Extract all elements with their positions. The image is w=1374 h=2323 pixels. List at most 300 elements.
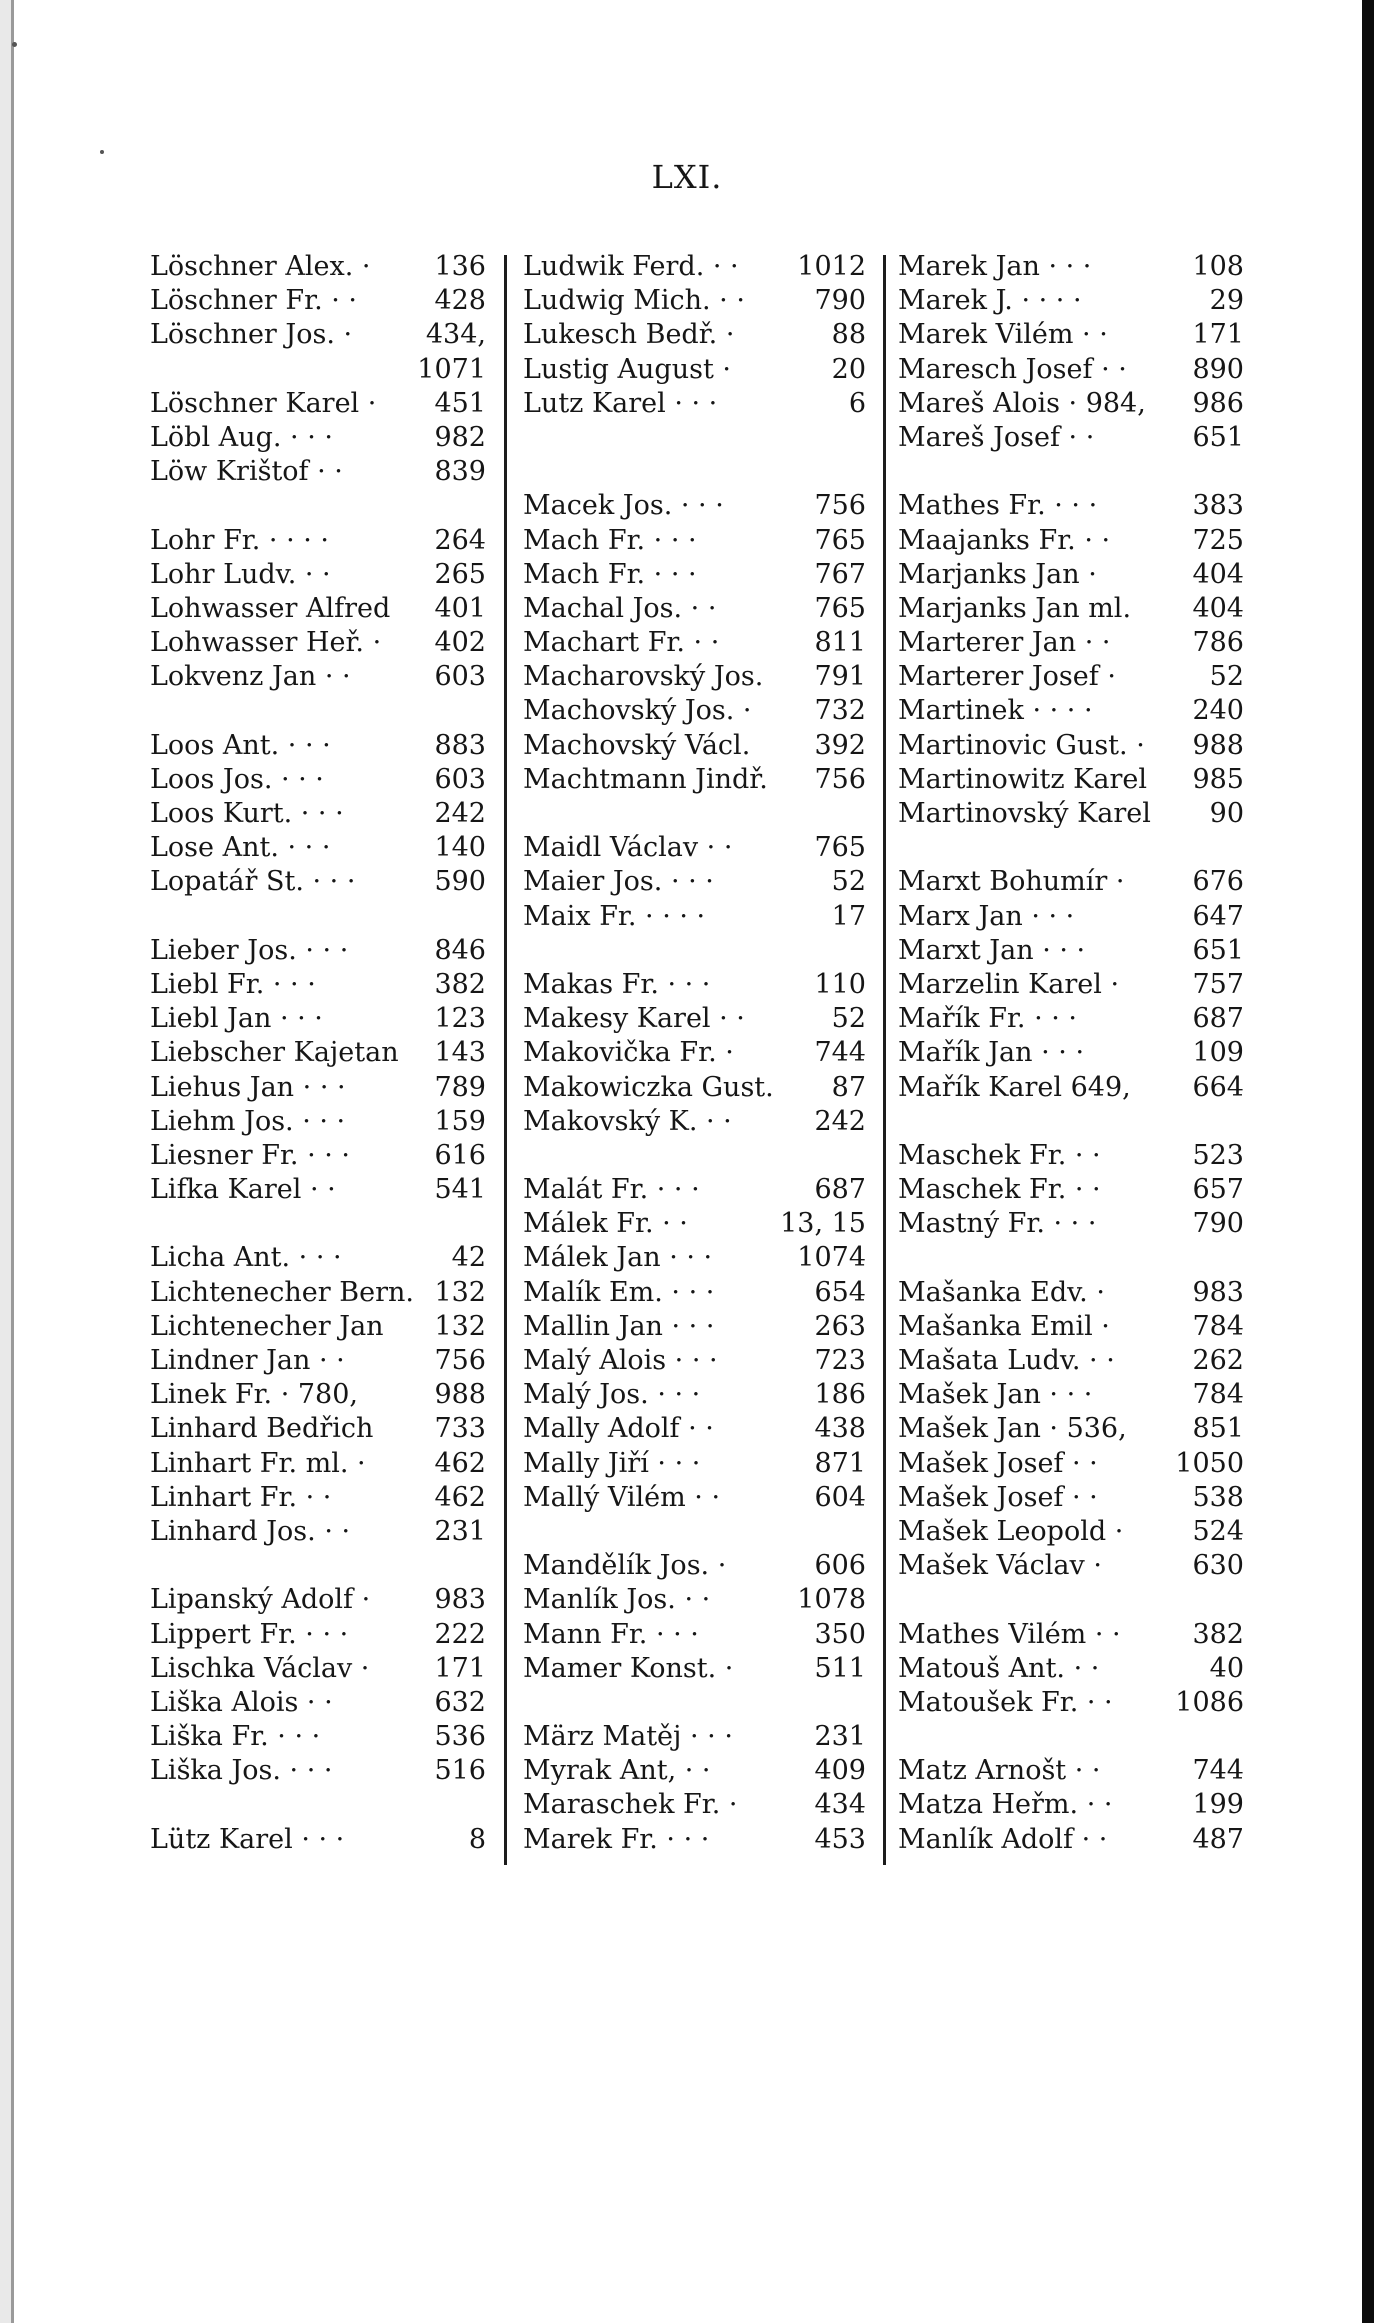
entry-name: Löschner Jos. · xyxy=(150,319,353,351)
entry-name: Mann Fr. · · · xyxy=(523,1618,699,1650)
entry-pages: 657 xyxy=(1192,1174,1244,1206)
entry-pages: 392 xyxy=(814,729,866,761)
entry-name: Manlík Adolf · · xyxy=(898,1823,1108,1855)
entry-name: Lütz Karel · · · xyxy=(150,1823,345,1855)
entry-pages: 143 xyxy=(434,1037,486,1069)
entry-name: Lippert Fr. · · · xyxy=(150,1618,349,1650)
entry-pages: 1050 xyxy=(1175,1447,1244,1479)
entry-name: Lieber Jos. · · · xyxy=(150,934,349,966)
entry-pages: 404 xyxy=(1192,558,1244,590)
index-entry xyxy=(898,729,1244,763)
index-entry xyxy=(898,1481,1244,1515)
index-entry xyxy=(523,489,866,523)
entry-name: Löw Krištof · · xyxy=(150,456,343,488)
entry-name: Martinowitz Karel xyxy=(898,763,1147,795)
entry-name: Mašek Leopold · xyxy=(898,1515,1124,1547)
entry-name: Mareš Alois · 984, xyxy=(898,387,1146,419)
entry-pages: 108 xyxy=(1192,251,1244,282)
index-gap xyxy=(898,455,1244,489)
entry-pages: 538 xyxy=(1192,1481,1244,1513)
entry-name: Mařík Karel 649, xyxy=(898,1071,1131,1103)
entry-name: Löbl Aug. · · · xyxy=(150,421,333,453)
index-entry xyxy=(150,455,486,489)
index-entry xyxy=(898,763,1244,797)
entry-pages: 240 xyxy=(1192,695,1244,727)
entry-pages: 402 xyxy=(434,627,486,659)
index-entry xyxy=(898,1139,1244,1173)
index-entry xyxy=(898,558,1244,592)
entry-pages: 733 xyxy=(434,1413,486,1445)
index-entry xyxy=(898,284,1244,318)
entry-name: Málek Jan · · · xyxy=(523,1242,713,1274)
index-entry xyxy=(898,626,1244,660)
entry-name: Myrak Ant, · · xyxy=(523,1755,711,1787)
index-entry xyxy=(150,592,486,626)
entry-pages: 1012 xyxy=(797,251,866,282)
entry-pages: 29 xyxy=(1209,285,1244,317)
entry-pages: 524 xyxy=(1192,1515,1244,1547)
index-entry xyxy=(523,865,866,899)
entry-name: März Matěj · · · xyxy=(523,1721,733,1753)
index-gap xyxy=(523,1686,866,1720)
index-entry xyxy=(150,1412,486,1446)
entry-pages: 88 xyxy=(831,319,866,351)
entry-name: Matoušek Fr. · · xyxy=(898,1686,1113,1718)
entry-name: Mathes Fr. · · · xyxy=(898,490,1098,522)
entry-name: Lichtenecher Bern. xyxy=(150,1276,414,1308)
entry-pages: 231 xyxy=(814,1721,866,1753)
entry-name: Malý Jos. · · · xyxy=(523,1379,701,1411)
entry-pages: 630 xyxy=(1192,1550,1244,1582)
index-entry xyxy=(523,968,866,1002)
entry-pages: 199 xyxy=(1192,1789,1244,1821)
entry-name: Liška Jos. · · · xyxy=(150,1755,333,1787)
index-column-2 xyxy=(523,250,866,1870)
entry-pages: 487 xyxy=(1192,1823,1244,1855)
index-entry xyxy=(523,387,866,421)
entry-name: Lohwasser Heř. · xyxy=(150,627,382,659)
index-entry xyxy=(150,1720,486,1754)
index-entry xyxy=(898,1036,1244,1070)
entry-pages: 434, xyxy=(425,319,486,351)
entry-pages: 985 xyxy=(1192,763,1244,795)
entry-name: Liebl Jan · · · xyxy=(150,1003,323,1035)
entry-name: Maschek Fr. · · xyxy=(898,1139,1101,1171)
entry-pages: 109 xyxy=(1192,1037,1244,1069)
index-entry xyxy=(523,1652,866,1686)
entry-pages: 765 xyxy=(814,832,866,864)
entry-name: Lohwasser Alfred xyxy=(150,592,391,624)
entry-name: Machovský Jos. · xyxy=(523,695,752,727)
entry-name: Linhard Bedřich xyxy=(150,1413,374,1445)
index-entry xyxy=(150,1583,486,1617)
entry-pages: 8 xyxy=(468,1823,486,1855)
entry-pages: 428 xyxy=(434,285,486,317)
entry-name: Lukesch Bedř. · xyxy=(523,319,735,351)
entry-pages: 87 xyxy=(831,1071,866,1103)
entry-name: Maschek Fr. · · xyxy=(898,1174,1101,1206)
column-divider xyxy=(504,255,507,1865)
index-entry xyxy=(523,626,866,660)
entry-pages: 136 xyxy=(434,251,486,282)
entry-name: Marxt Bohumír · xyxy=(898,866,1125,898)
entry-name: Lokvenz Jan · · xyxy=(150,661,351,693)
entry-name: Lipanský Adolf · xyxy=(150,1584,371,1616)
entry-pages: 676 xyxy=(1192,866,1244,898)
entry-pages: 52 xyxy=(1209,661,1244,693)
entry-name: Makovička Fr. · xyxy=(523,1037,734,1069)
index-entry xyxy=(523,694,866,728)
entry-pages: 404 xyxy=(1192,592,1244,624)
entry-name: Macek Jos. · · · xyxy=(523,490,724,522)
entry-name: Lohr Ludv. · · xyxy=(150,558,331,590)
index-gap xyxy=(523,934,866,968)
entry-pages: 132 xyxy=(434,1310,486,1342)
entry-pages: 231 xyxy=(434,1515,486,1547)
index-entry xyxy=(523,1071,866,1105)
scan-speck xyxy=(12,42,17,47)
index-column-3 xyxy=(898,250,1244,1870)
index-entry xyxy=(523,1207,866,1241)
entry-name: Liehm Jos. · · · xyxy=(150,1105,346,1137)
index-entry xyxy=(150,1378,486,1412)
entry-pages: 132 xyxy=(434,1276,486,1308)
entry-name: Marterer Jan · · xyxy=(898,627,1111,659)
index-entry xyxy=(150,353,486,387)
entry-name: Matz Arnošt · · xyxy=(898,1755,1101,1787)
entry-pages: 603 xyxy=(434,661,486,693)
entry-pages: 651 xyxy=(1192,421,1244,453)
entry-name: Mallý Vilém · · xyxy=(523,1481,721,1513)
entry-pages: 265 xyxy=(434,558,486,590)
index-entry xyxy=(523,763,866,797)
scan-right-edge xyxy=(1362,0,1374,2323)
index-entry xyxy=(898,1788,1244,1822)
entry-pages: 262 xyxy=(1192,1345,1244,1376)
entry-name: Licha Ant. · · · xyxy=(150,1242,342,1274)
entry-pages: 453 xyxy=(814,1823,866,1855)
index-entry xyxy=(898,318,1244,352)
index-gap xyxy=(150,900,486,934)
index-entry xyxy=(150,1071,486,1105)
index-entry xyxy=(898,1447,1244,1481)
index-gap xyxy=(523,455,866,489)
entry-name: Marek J. · · · · xyxy=(898,285,1082,317)
entry-pages: 982 xyxy=(434,421,486,453)
entry-name: Maajanks Fr. · · xyxy=(898,524,1111,556)
index-entry xyxy=(898,1378,1244,1412)
index-entry xyxy=(898,1652,1244,1686)
entry-pages: 811 xyxy=(814,627,866,659)
entry-pages: 222 xyxy=(434,1618,486,1650)
entry-name: Matouš Ant. · · xyxy=(898,1652,1100,1684)
index-entry xyxy=(898,1207,1244,1241)
index-entry xyxy=(150,250,486,284)
index-entry xyxy=(898,934,1244,968)
index-gap xyxy=(898,1720,1244,1754)
index-gap xyxy=(523,1515,866,1549)
page-number: LXI. xyxy=(651,158,723,196)
entry-pages: 725 xyxy=(1192,524,1244,556)
entry-name: Makas Fr. · · · xyxy=(523,968,711,1000)
index-entry xyxy=(898,592,1244,626)
index-entry xyxy=(150,729,486,763)
entry-name: Machart Fr. · · xyxy=(523,627,720,659)
entry-pages: 986 xyxy=(1192,387,1244,419)
entry-name: Linhart Fr. · · xyxy=(150,1481,332,1513)
entry-pages: 401 xyxy=(434,592,486,624)
entry-pages: 263 xyxy=(814,1310,866,1342)
entry-pages: 52 xyxy=(831,1003,866,1035)
index-entry xyxy=(150,934,486,968)
index-entry xyxy=(150,558,486,592)
index-entry xyxy=(150,1754,486,1788)
index-entry xyxy=(150,1823,486,1857)
entry-pages: 767 xyxy=(814,558,866,590)
entry-pages: 687 xyxy=(1192,1003,1244,1035)
index-entry xyxy=(898,694,1244,728)
index-entry xyxy=(150,1139,486,1173)
entry-name: Malát Fr. · · · xyxy=(523,1174,700,1206)
index-entry xyxy=(898,1549,1244,1583)
index-entry xyxy=(150,1173,486,1207)
entry-pages: 890 xyxy=(1192,353,1244,385)
index-entry xyxy=(523,1173,866,1207)
index-entry xyxy=(898,421,1244,455)
entry-name: Liška Fr. · · · xyxy=(150,1721,321,1753)
index-entry xyxy=(523,1754,866,1788)
entry-pages: 159 xyxy=(434,1105,486,1137)
index-gap xyxy=(150,489,486,523)
index-entry xyxy=(523,1618,866,1652)
index-entry xyxy=(523,1310,866,1344)
index-entry xyxy=(523,900,866,934)
scan-speck xyxy=(100,150,104,154)
index-entry xyxy=(523,558,866,592)
entry-pages: 242 xyxy=(434,798,486,829)
entry-name: Málek Fr. · · xyxy=(523,1208,688,1240)
index-entry xyxy=(898,1686,1244,1720)
entry-name: Lustig August · xyxy=(523,353,731,385)
entry-pages: 516 xyxy=(434,1755,486,1787)
index-entry xyxy=(150,1447,486,1481)
index-entry xyxy=(523,1720,866,1754)
index-entry xyxy=(150,763,486,797)
entry-pages: 1074 xyxy=(797,1242,866,1274)
entry-pages: 786 xyxy=(1192,627,1244,659)
entry-name: Mařík Jan · · · xyxy=(898,1037,1085,1069)
entry-pages: 790 xyxy=(1192,1208,1244,1240)
entry-pages: 604 xyxy=(814,1481,866,1513)
index-entry xyxy=(898,1173,1244,1207)
entry-name: Lutz Karel · · · xyxy=(523,387,718,419)
entry-name: Mastný Fr. · · · xyxy=(898,1208,1097,1240)
index-entry xyxy=(898,387,1244,421)
entry-pages: 511 xyxy=(814,1652,866,1684)
entry-pages: 846 xyxy=(434,934,486,966)
index-entry xyxy=(150,284,486,318)
entry-name: Marx Jan · · · xyxy=(898,900,1075,932)
entry-pages: 606 xyxy=(814,1550,866,1582)
entry-name: Mašata Ludv. · · xyxy=(898,1345,1115,1376)
index-gap xyxy=(150,1207,486,1241)
entry-pages: 765 xyxy=(814,524,866,556)
index-entry xyxy=(523,284,866,318)
entry-pages: 123 xyxy=(434,1003,486,1035)
entry-pages: 40 xyxy=(1209,1652,1244,1684)
entry-pages: 264 xyxy=(434,524,486,556)
index-entry xyxy=(523,1002,866,1036)
entry-name: Linhart Fr. ml. · xyxy=(150,1447,366,1479)
index-entry xyxy=(523,1412,866,1446)
entry-name: Ludwig Mich. · · xyxy=(523,285,745,317)
entry-pages: 382 xyxy=(1192,1618,1244,1650)
entry-pages: 536 xyxy=(434,1721,486,1753)
entry-name: Linhard Jos. · · xyxy=(150,1515,351,1547)
entry-name: Marterer Josef · xyxy=(898,661,1116,693)
entry-pages: 632 xyxy=(434,1686,486,1718)
entry-pages: 462 xyxy=(434,1481,486,1513)
index-entry xyxy=(898,1002,1244,1036)
entry-pages: 756 xyxy=(434,1345,486,1376)
index-entry xyxy=(150,1515,486,1549)
entry-pages: 687 xyxy=(814,1174,866,1206)
entry-name: Makesy Karel · · xyxy=(523,1003,745,1035)
index-entry xyxy=(523,831,866,865)
scan-left-edge-line xyxy=(11,0,14,2323)
index-entry xyxy=(898,1276,1244,1310)
entry-pages: 382 xyxy=(434,968,486,1000)
entry-pages: 186 xyxy=(814,1379,866,1411)
index-entry xyxy=(523,353,866,387)
index-gap xyxy=(523,1139,866,1173)
entry-name: Liehus Jan · · · xyxy=(150,1071,346,1103)
entry-pages: 6 xyxy=(848,387,866,419)
entry-name: Makowiczka Gust. xyxy=(523,1071,774,1103)
entry-name: Lifka Karel · · xyxy=(150,1174,336,1206)
entry-name: Loos Jos. · · · xyxy=(150,763,324,795)
entry-pages: 541 xyxy=(434,1174,486,1206)
index-entry xyxy=(150,1310,486,1344)
index-gap xyxy=(523,421,866,455)
index-gap xyxy=(150,1549,486,1583)
entry-pages: 784 xyxy=(1192,1310,1244,1342)
index-entry xyxy=(898,1310,1244,1344)
entry-pages: 42 xyxy=(451,1242,486,1274)
entry-pages: 651 xyxy=(1192,934,1244,966)
entry-name: Löschner Alex. · xyxy=(150,251,371,282)
entry-name: Maier Jos. · · · xyxy=(523,866,714,898)
entry-pages: 242 xyxy=(814,1105,866,1137)
index-entry xyxy=(523,1549,866,1583)
entry-name: Malý Alois · · · xyxy=(523,1345,718,1376)
entry-pages: 90 xyxy=(1209,798,1244,829)
entry-name: Löschner Karel · xyxy=(150,387,377,419)
entry-name: Mach Fr. · · · xyxy=(523,524,697,556)
entry-name: Mašek Josef · · xyxy=(898,1447,1098,1479)
index-entry xyxy=(898,524,1244,558)
index-entry xyxy=(523,1823,866,1857)
entry-name: Manlík Jos. · · xyxy=(523,1584,711,1616)
entry-name: Mařík Fr. · · · xyxy=(898,1003,1077,1035)
entry-pages: 434 xyxy=(814,1789,866,1821)
entry-name: Löschner Fr. · · xyxy=(150,285,357,317)
entry-pages: 883 xyxy=(434,729,486,761)
entry-pages: 790 xyxy=(814,285,866,317)
index-entry xyxy=(150,1276,486,1310)
entry-name: Mamer Konst. · xyxy=(523,1652,734,1684)
index-gap xyxy=(898,831,1244,865)
index-entry xyxy=(898,250,1244,284)
entry-name: Maraschek Fr. · xyxy=(523,1789,738,1821)
entry-pages: 654 xyxy=(814,1276,866,1308)
index-entry xyxy=(523,1344,866,1378)
entry-pages: 409 xyxy=(814,1755,866,1787)
entry-pages: 603 xyxy=(434,763,486,795)
entry-pages: 438 xyxy=(814,1413,866,1445)
entry-pages: 110 xyxy=(814,968,866,1000)
entry-name: Mašek Jan · 536, xyxy=(898,1413,1127,1445)
entry-name: Lichtenecher Jan xyxy=(150,1310,384,1342)
entry-name: Liška Alois · · xyxy=(150,1686,333,1718)
index-gap xyxy=(898,1105,1244,1139)
entry-pages: 1071 xyxy=(417,353,486,385)
entry-pages: 784 xyxy=(1192,1379,1244,1411)
index-entry xyxy=(150,1241,486,1275)
index-entry xyxy=(898,660,1244,694)
index-entry xyxy=(150,1618,486,1652)
index-entry xyxy=(150,1002,486,1036)
index-entry xyxy=(150,968,486,1002)
index-entry xyxy=(898,1754,1244,1788)
index-gap xyxy=(150,694,486,728)
index-entry xyxy=(523,1447,866,1481)
entry-pages: 756 xyxy=(814,490,866,522)
entry-name: Marjanks Jan ml. xyxy=(898,592,1132,624)
entry-pages: 20 xyxy=(831,353,866,385)
index-entry xyxy=(523,318,866,352)
entry-pages: 744 xyxy=(814,1037,866,1069)
entry-name: Marxt Jan · · · xyxy=(898,934,1086,966)
index-entry xyxy=(150,865,486,899)
entry-name: Liesner Fr. · · · xyxy=(150,1139,351,1171)
entry-pages: 383 xyxy=(1192,490,1244,522)
index-entry xyxy=(523,729,866,763)
entry-name: Lohr Fr. · · · · xyxy=(150,524,329,556)
entry-name: Mašek Václav · xyxy=(898,1550,1102,1582)
index-entry xyxy=(898,353,1244,387)
entry-pages: 171 xyxy=(434,1652,486,1684)
entry-name: Lopatář St. · · · xyxy=(150,866,356,898)
index-entry xyxy=(898,1412,1244,1446)
scan-left-edge xyxy=(0,0,11,2323)
entry-pages: 732 xyxy=(814,695,866,727)
index-entry xyxy=(150,1652,486,1686)
entry-name: Liebscher Kajetan xyxy=(150,1037,399,1069)
entry-pages: 789 xyxy=(434,1071,486,1103)
entry-name: Machovský Václ. xyxy=(523,729,751,761)
entry-pages: 744 xyxy=(1192,1755,1244,1787)
index-entry xyxy=(150,1344,486,1378)
entry-pages: 350 xyxy=(814,1618,866,1650)
index-entry xyxy=(898,1618,1244,1652)
index-entry xyxy=(898,1071,1244,1105)
entry-pages: 17 xyxy=(831,900,866,932)
entry-name: Ludwik Ferd. · · xyxy=(523,251,739,282)
index-entry xyxy=(898,968,1244,1002)
entry-name: Macharovský Jos. xyxy=(523,661,764,693)
entry-name: Mally Adolf · · xyxy=(523,1413,714,1445)
